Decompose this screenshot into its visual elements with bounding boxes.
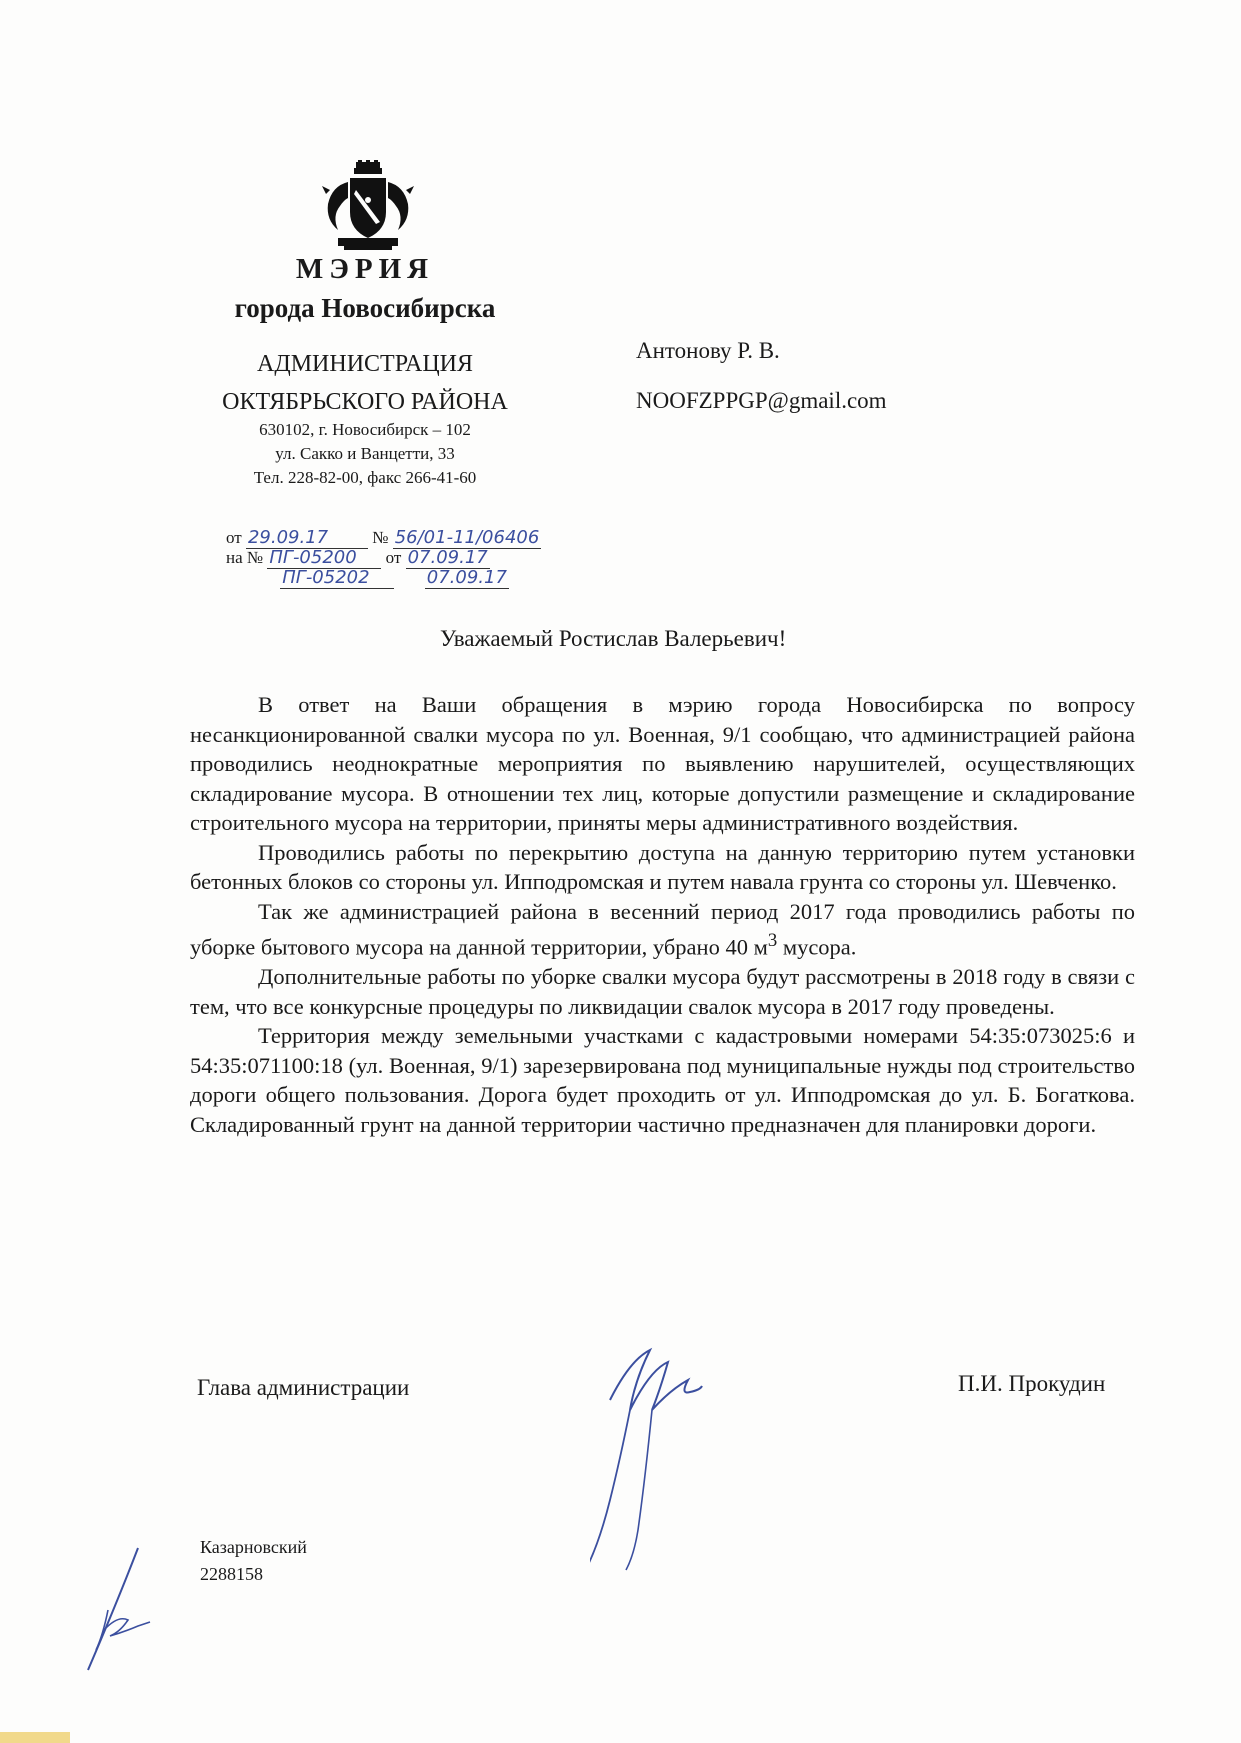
reply-date-2: 07.09.17 — [426, 567, 507, 588]
reply-date-1: 07.09.17 — [407, 547, 488, 568]
recipient-block — [636, 338, 887, 414]
reply-from-label: от — [385, 548, 402, 567]
from-label: от — [226, 528, 242, 547]
body-paragraph-3 — [190, 897, 1135, 963]
address-line-1: 630102, г. Новосибирск – 102 — [259, 420, 471, 439]
handwritten-signature — [590, 1340, 740, 1580]
body-paragraph-2: Проводились работы по перекрытию доступа на данную территорию путем установки бетонных блоков со стороны ул. Ипподромская и путем навала грунта со стороны ул. Шевченко. — [190, 839, 1135, 894]
reply-number-1: ПГ-05200 — [267, 548, 381, 569]
executor-surname: Казарновский — [200, 1537, 307, 1557]
address-block — [195, 418, 535, 490]
body-paragraph-3-end: мусора. — [777, 934, 857, 960]
reference-row-outgoing — [226, 528, 541, 548]
signatory-name: П.И. Прокудин — [958, 1371, 1106, 1396]
admin-line-2: ОКТЯБРЬСКОГО РАЙОНА — [222, 389, 508, 415]
superscript-cubic: 3 — [767, 930, 778, 951]
org-title: МЭРИЯ — [295, 253, 435, 285]
reply-number-2: ПГ-05202 — [280, 568, 394, 589]
reference-row-reply — [226, 548, 541, 568]
executor-phone: 2288158 — [200, 1564, 263, 1584]
reference-row-reply-2 — [226, 568, 541, 588]
body-paragraph-5: Территория между земельными участками с кадастровыми номерами 54:35:073025:6 и 54:35:071100:18 (ул. Военная, 9/1) зарезервирована под муниципальные нужды под строительство дороги общего пользования. Дорога будет проходить от ул. Ипподромская до ул. Б. Богаткова. Складированный грунт на данной территории частично предназначен для планировки дороги. — [190, 1023, 1135, 1137]
in-reply-label: на № — [226, 548, 264, 567]
recipient-email: NOOFZPPGP@gmail.com — [636, 388, 887, 413]
greeting: Уважаемый Ростислав Валерьевич! — [440, 626, 787, 651]
org-city: города Новосибирска — [234, 293, 496, 323]
handwritten-initials — [58, 1540, 158, 1680]
body-paragraph-1: В ответ на Ваши обращения в мэрию города Новосибирска по вопросу несанкционированной свалки мусора по ул. Военная, 9/1 сообщаю, что администрацией района проводились неоднократные мероприятия по выявлению нарушителей, осуществляющих складирование мусора. В отношении тех лиц, которые допустили размещение и складирование строительного мусора на территории, приняты меры административного воздействия. — [190, 692, 1135, 835]
executor-block — [200, 1534, 307, 1588]
reference-block — [226, 528, 541, 588]
letter-body — [190, 690, 1135, 1139]
recipient-name: Антонову Р. В. — [636, 338, 780, 363]
paper-edge-mark — [0, 1732, 70, 1743]
body-paragraph-3-text: Так же администрацией района в весенний период 2017 года проводились работы по уборке бытового мусора на данной территории, убрано 40 м — [190, 898, 1135, 960]
body-paragraph-4: Дополнительные работы по уборке свалки мусора будут рассмотрены в 2018 году в связи с тем, что все конкурсные процедуры по ликвидации свалок мусора в 2017 году проведены. — [190, 964, 1135, 1019]
address-line-3: Тел. 228-82-00, факс 266-41-60 — [253, 468, 477, 487]
outgoing-number: 56/01-11/06406 — [394, 527, 540, 548]
address-line-2: ул. Сакко и Ванцетти, 33 — [275, 444, 455, 463]
signatory-title: Глава администрации — [197, 1375, 410, 1400]
outgoing-date: 29.09.17 — [246, 528, 368, 549]
administration-name — [195, 345, 535, 421]
coat-of-arms-icon — [318, 160, 418, 252]
number-label: № — [372, 528, 389, 547]
admin-line-1: АДМИНИСТРАЦИЯ — [257, 351, 473, 377]
